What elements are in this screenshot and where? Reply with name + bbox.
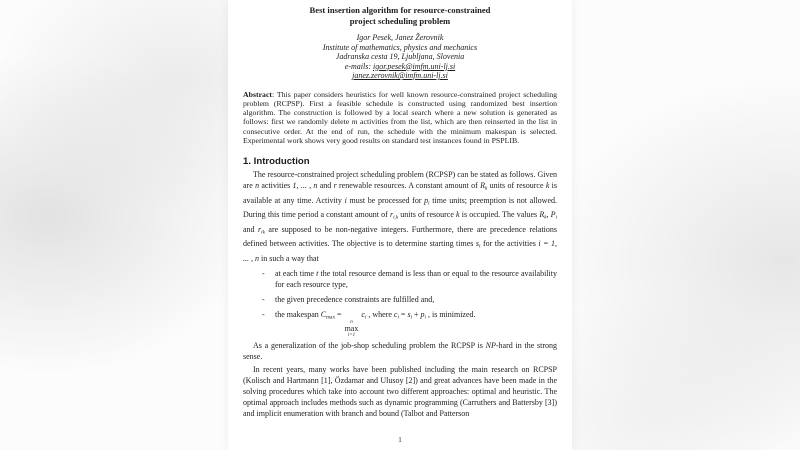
list-item-text: the makespan Cmax = n max i=1 ci , where ci = si + pi , is minimized.: [275, 309, 476, 339]
paper-page: [228, 0, 572, 450]
page-number: 1: [398, 435, 402, 444]
list-item-text: the given precedence constraints are fulfilled and,: [275, 294, 435, 304]
email-link-janez[interactable]: janez.zerovnik@imfm.uni-lj.si: [352, 71, 448, 80]
author-block: [243, 33, 557, 81]
constraint-list: [243, 268, 557, 339]
max-operator: n max i=1: [344, 319, 359, 339]
email-link-igor[interactable]: igor.pesek@imfm.uni-lj.si: [372, 61, 456, 71]
bullet-dash: -: [262, 309, 265, 319]
author-names: Igor Pesek, Janez Žerovnik: [356, 33, 444, 42]
list-item: [243, 294, 557, 305]
paper-title-line-1: Best insertion algorithm for resource-constrained: [309, 5, 491, 15]
paper-title-line-2: project scheduling problem: [349, 15, 451, 26]
email-line-2: [243, 71, 557, 81]
list-item: [243, 309, 557, 339]
list-item: [243, 268, 557, 290]
section-heading-introduction: 1. Introduction: [243, 156, 310, 168]
emails-label: e-mails:: [344, 61, 373, 71]
author-address: Jadranska cesta 19, Ljubljana, Slovenia: [335, 52, 465, 61]
abstract-paragraph: Abstract: This paper considers heuristics for well known resource-constrained project scheduling problem (RCPSP). First a feasible schedule is constructed using randomized best insertion algorithm. The construction is followed by a local search where a new solution is generated as follows: first we randomly delete m activities from the list, which are then reinserted in the list in consecutive order. At the end of run, the schedule with the minimum makespan is selected. Experimental work shows very good results on standard test instances found in PSPLIB.: [243, 89, 558, 145]
author-affiliation: Institute of mathematics, physics and mechanics: [322, 42, 478, 52]
intro-paragraph-2: As a generalization of the job-shop scheduling problem the RCPSP is NP-hard in the strong sense.: [243, 341, 558, 362]
bullet-dash: -: [262, 268, 265, 278]
list-item-text: at each time t the total resource demand is less than or equal to the resource availability for each resource type,: [275, 268, 557, 289]
intro-paragraph-3: In recent years, many works have been published including the main research on RCPSP (Kolisch and Hartmann [1], Özdamar and Ulusoy [2]) and great advances have been made in the solving procedures which take into account two different approaches: optimal and heuristic. The optimal approach includes methods such as dynamic programming (Carruthers and Battersby [3]) and implicit enumeration with branch and bound (Talbot and Patterson: [243, 365, 557, 419]
email-line-1: [243, 62, 557, 72]
intro-paragraph-1: The resource-constrained project scheduling problem (RCPSP) can be stated as follows. Given are n activities 1, ... , n and r renewable resources. A constant amount of Rk units of resource k is available at any time. Activity i must be processed for pi time units; preemption is not allowed. During this time period a constant amount of ri,k units of resource k is occupied. The values Rk, Pi and rik are supposed to be non-negative integers. Furthermore, there are precedence relations defined between activities. The objective is to determine starting times si for the activities i = 1, ... , n in such a way that: [243, 170, 558, 263]
paper-title: [243, 5, 557, 26]
bullet-dash: -: [262, 294, 265, 304]
